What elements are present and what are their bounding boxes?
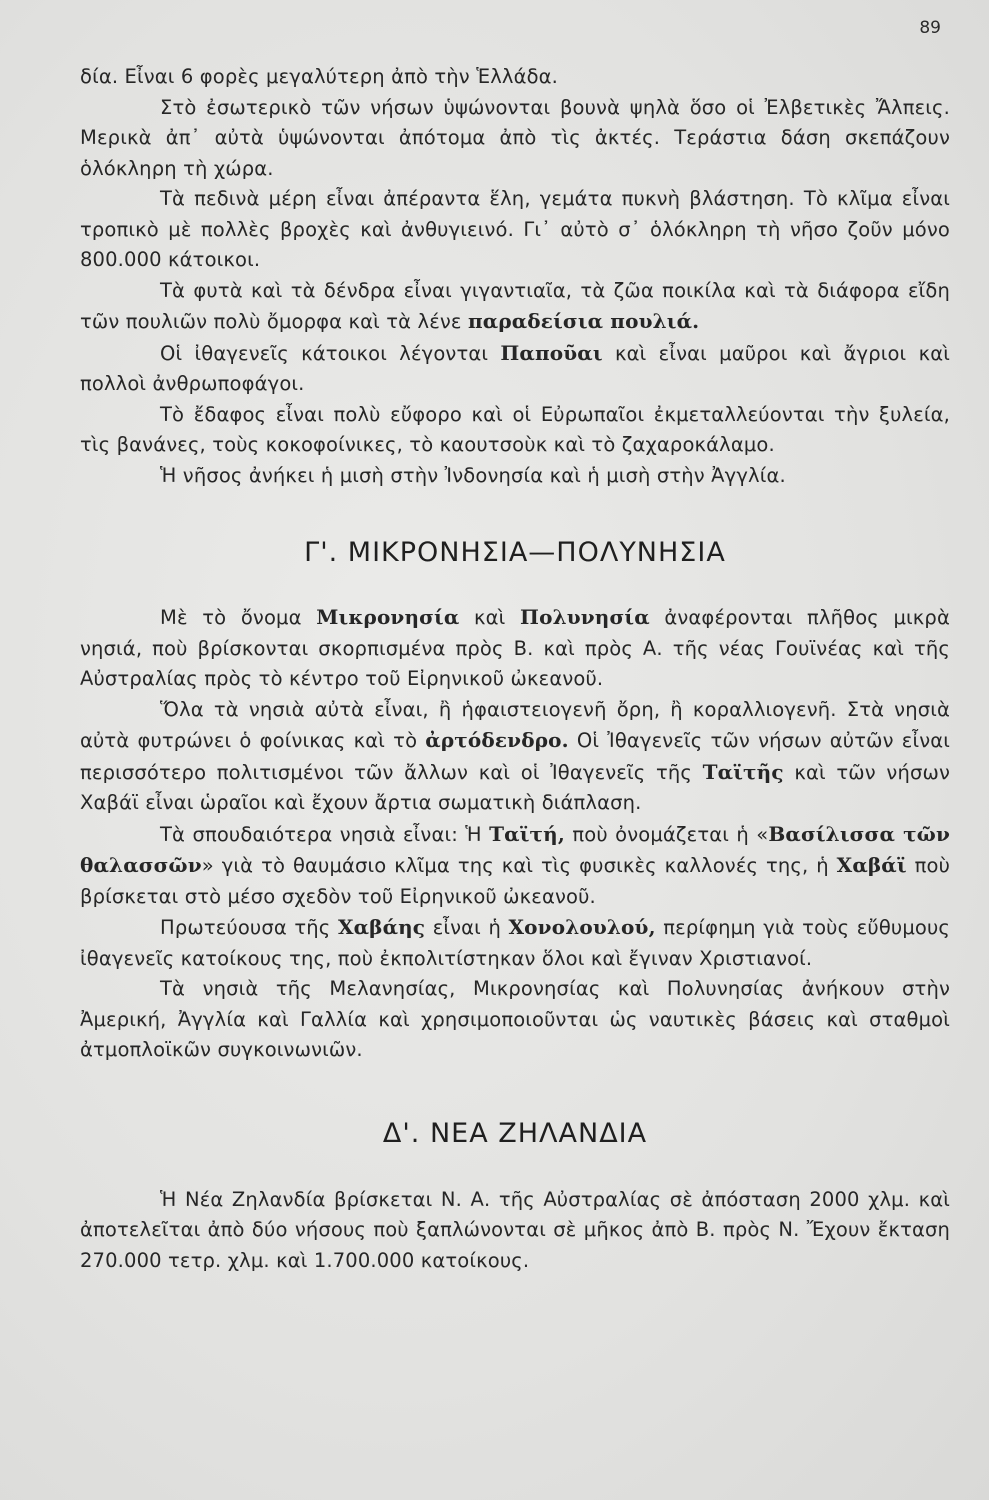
paragraph-intro-1: δία. Εἶναι 6 φορὲς μεγαλύτερη ἀπὸ τὴν Ἑλλάδα.: [80, 65, 559, 88]
text-run: Οἱ Ἰθαγενεῖς τῶν νήσων αὐτῶν εἶναι περισσότερο πολιτισμένοι τῶν ἄλλων καὶ οἱ Ἰθαγενεῖς τῆς: [80, 729, 950, 784]
text-run: καὶ εἶναι μαῦροι καὶ ἄγριοι καὶ πολλοὶ ἀνθρωποφάγοι.: [80, 341, 950, 395]
bold-term: Χονολουλού,: [508, 915, 656, 939]
bold-term: Ταϊτῆς: [702, 759, 784, 784]
paragraph-intro-7: Ἡ νῆσος ἀνήκει ἡ μισὴ στὴν Ἰνδονησία καὶ ἡ μισὴ στὴν Ἀγγλία.: [160, 463, 786, 487]
paragraph-intro-6: Τὸ ἔδαφος εἶναι πολὺ εὔφορο καὶ οἱ Εὐρωπαῖοι ἐκμεταλλεύονται τὴν ξυλεία, τὶς βανάνες, τοὺς κοκοφοίνικες, τὸ καουτσοὺκ καὶ τὸ ζαχαροκάλαμο.: [80, 402, 950, 456]
bold-term: παραδείσια πουλιά.: [467, 309, 700, 333]
paragraph-micronesia-2: [80, 695, 950, 819]
paragraph-intro-5: [80, 338, 950, 400]
bold-term: Πολυνησία: [520, 605, 650, 629]
text-run: ἀναφέρονται πλῆθος μικρὰ νησιά, ποὺ βρίσκονται σκορπισμένα πρὸς Β. καὶ πρὸς Α. τῆς νέας Γουϊνέας καὶ τῆς Αὐστραλίας πρὸς τὸ κέντρο τοῦ Εἰρηνικοῦ ὠκεανοῦ.: [80, 606, 950, 690]
text-run: καὶ: [474, 606, 506, 629]
text-run: Τὰ φυτὰ καὶ τὰ δένδρα εἶναι γιγαντιαῖα, τὰ ζῶα ποικίλα καὶ τὰ διάφορα εἴδη τῶν πουλιῶν πολὺ ὄμορφα καὶ τὰ λένε: [80, 278, 950, 333]
text-run: περίφημη γιὰ τοὺς εὔθυμους ἰθαγενεῖς κατοίκους της, ποὺ ἐκπολιτίστηκαν ὅλοι καὶ ἔγιναν Χριστιανοί.: [80, 916, 951, 970]
bold-term: Μικρονησία: [316, 605, 460, 629]
text-run: Πρωτεύουσα τῆς: [160, 916, 331, 939]
paragraph-micronesia-4: [80, 912, 950, 974]
paragraph-intro-2: Στὸ ἐσωτερικὸ τῶν νήσων ὑψώνονται βουνὰ ψηλὰ ὅσο οἱ Ἐλβετικὲς Ἄλπεις. Μερικὰ ἀπ᾽ αὐτὰ ὑψώνονται ἀπότομα ἀπὸ τὶς ἀκτές. Τεράστια δάση σκεπάζουν ὁλόκληρη τὴ χώρα.: [80, 95, 950, 180]
text-run: ποὺ ὀνομάζεται ἡ «: [572, 822, 769, 846]
bold-term: Χαβάϊ: [836, 853, 907, 877]
paragraph-intro-4: [80, 276, 950, 338]
paragraph-micronesia-5: Τὰ νησιὰ τῆς Μελανησίας, Μικρονησίας καὶ Πολυνησίας ἀνήκουν στὴν Ἀμερική, Ἀγγλία καὶ Γαλλία καὶ χρησιμοποιοῦνται ὡς ναυτικὲς βάσεις καὶ σταθμοὶ ἀτμοπλοϊκῶν συγκοινωνιῶν.: [80, 977, 950, 1061]
page-body: [80, 62, 950, 1276]
bold-term: Βασίλισσα τῶν θαλασσῶν: [80, 821, 950, 877]
bold-term: Χαβάης: [337, 915, 426, 939]
paragraph-intro-3: Τὰ πεδινὰ μέρη εἶναι ἀπέραντα ἕλη, γεμάτα πυκνὴ βλάστηση. Τὸ κλῖμα εἶναι τροπικὸ μὲ πολλὲς βροχὲς καὶ ἀνθυγιεινό. Γι᾽ αὐτὸ σ᾽ ὁλόκληρη τὴ νῆσο ζοῦν μόνο 800.000 κάτοικοι.: [80, 187, 950, 271]
paragraph-new-zealand-1: Ἡ Νέα Ζηλανδία βρίσκεται Ν. Α. τῆς Αὐστραλίας σὲ ἀπόσταση 2000 χλμ. καὶ ἀποτελεῖται ἀπὸ δύο νήσους ποὺ ξαπλώνονται σὲ μῆκος ἀπὸ Β. πρὸς Ν. Ἔχουν ἔκταση 270.000 τετρ. χλμ. καὶ 1.700.000 κατοίκους.: [80, 1187, 950, 1272]
paragraph-micronesia-3: [80, 819, 950, 913]
bold-term: ἀρτόδενδρο.: [425, 728, 569, 752]
text-run: Οἱ ἰθαγενεῖς κάτοικοι λέγονται: [160, 341, 489, 365]
page-number: 89: [919, 18, 941, 38]
bold-term: Ταϊτή,: [489, 821, 565, 846]
text-run: καὶ τῶν νήσων Χαβάϊ εἶναι ὡραῖοι καὶ ἔχουν ἄρτια σωματικὴ διάπλαση.: [80, 760, 950, 814]
text-run: Τὰ σπουδαιότερα νησιὰ εἶναι: Ἡ: [160, 822, 482, 846]
text-run: ποὺ βρίσκεται στὸ μέσο σχεδὸν τοῦ Εἰρηνικοῦ ὠκεανοῦ.: [80, 854, 950, 908]
paragraph-micronesia-1: [80, 602, 950, 695]
text-run: Μὲ τὸ ὄνομα: [160, 606, 302, 629]
section-heading-micronesia: Γ'. ΜΙΚΡΟΝΗΣΙΑ—ΠΟΛΥΝΗΣΙΑ: [304, 537, 726, 568]
text-run: » γιὰ τὸ θαυμάσιο κλῖμα της καὶ τὶς φυσικὲς καλλονές της, ἡ: [201, 854, 829, 877]
section-heading-new-zealand: Δ'. ΝΕΑ ΖΗΛΑΝΔΙΑ: [382, 1117, 648, 1149]
bold-term: Παποῦαι: [500, 340, 603, 365]
text-run: Ὅλα τὰ νησιὰ αὐτὰ εἶναι, ἢ ἡφαιστειογενῆ ὄρη, ἢ κοραλλιογενῆ. Στὰ νησιὰ αὐτὰ φυτρώνει ὁ φοίνικας καὶ τὸ: [80, 697, 950, 752]
text-run: εἶναι ἡ: [432, 916, 501, 939]
